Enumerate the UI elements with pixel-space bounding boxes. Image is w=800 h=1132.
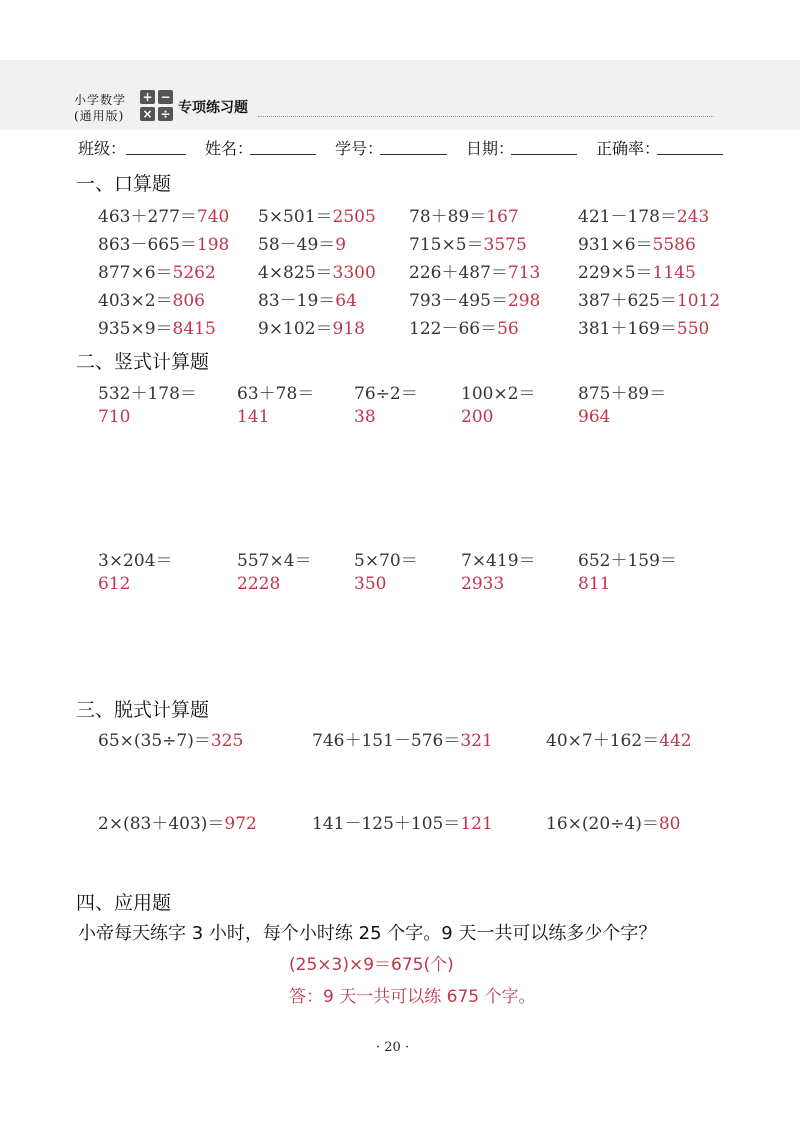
vertical-answer: 612 — [98, 574, 131, 594]
mental-item — [409, 258, 540, 283]
question-text: 40×7＋162＝ — [546, 731, 660, 751]
question-text: 229×5＝ — [578, 263, 653, 283]
accuracy-label: 正确率： — [596, 139, 661, 158]
vertical-question: 557×4＝ — [237, 551, 312, 571]
answer-text: 198 — [196, 235, 230, 255]
question-text: 931×6＝ — [578, 235, 653, 255]
answer-text: 321 — [460, 731, 493, 751]
vertical-answer: 200 — [461, 407, 494, 427]
id-label: 学号： — [335, 139, 384, 158]
plus-icon: + — [140, 90, 155, 104]
answer-text: 740 — [196, 207, 230, 227]
answer-text: 713 — [507, 263, 541, 283]
vertical-answer: 710 — [98, 407, 131, 427]
answer-text: 56 — [497, 319, 519, 339]
mental-item — [578, 258, 696, 283]
question-text: 83－19＝ — [258, 291, 336, 311]
question-text: 463＋277＝ — [98, 207, 197, 227]
question-text: 715×5＝ — [409, 235, 484, 255]
minus-icon: − — [158, 90, 173, 104]
question-text: 935×9＝ — [98, 319, 173, 339]
accuracy-blank[interactable] — [657, 154, 723, 155]
date-label: 日期： — [466, 139, 515, 158]
answer-text: 5262 — [172, 263, 216, 283]
mental-item — [258, 314, 365, 339]
vertical-answer: 38 — [354, 407, 376, 427]
times-icon: × — [140, 107, 155, 121]
mental-item — [578, 230, 696, 255]
question-text: 9×102＝ — [258, 319, 333, 339]
vertical-answer: 964 — [578, 407, 611, 427]
mental-item — [98, 258, 216, 283]
answer-text: 9 — [335, 235, 347, 255]
question-text: 2×(83＋403)＝ — [98, 814, 225, 834]
question-text: 65×(35÷7)＝ — [98, 731, 211, 751]
answer-text: 1012 — [676, 291, 721, 311]
stepwise-item — [312, 726, 493, 751]
header-divider — [258, 116, 714, 117]
mental-item — [98, 286, 205, 311]
answer-text: 3575 — [483, 235, 527, 255]
question-text: 141－125＋105＝ — [312, 814, 461, 834]
answer-text: 121 — [460, 814, 493, 834]
vertical-answer: 2228 — [237, 574, 281, 594]
question-text: 403×2＝ — [98, 291, 173, 311]
mental-item — [98, 202, 229, 227]
operator-logo — [140, 90, 174, 122]
mental-item — [409, 202, 519, 227]
question-text: 5×501＝ — [258, 207, 333, 227]
answer-text: 1145 — [652, 263, 696, 283]
mental-item — [578, 202, 709, 227]
vertical-question: 5×70＝ — [354, 551, 418, 571]
mental-item — [258, 258, 376, 283]
section-title-vertical: 二、竖式计算题 — [76, 351, 210, 373]
question-text: 746＋151－576＝ — [312, 731, 461, 751]
question-text: 78＋89＝ — [409, 207, 487, 227]
answer-text: 3300 — [332, 263, 376, 283]
question-text: 863－665＝ — [98, 235, 197, 255]
answer-text: 2505 — [332, 207, 376, 227]
mental-item — [409, 314, 519, 339]
answer-text: 325 — [210, 731, 244, 751]
vertical-question: 76÷2＝ — [354, 384, 418, 404]
answer-text: 806 — [172, 291, 205, 311]
mental-item — [258, 286, 357, 311]
brand-line1: 小学数学 — [74, 93, 127, 107]
vertical-question: 532＋178＝ — [98, 384, 197, 404]
header-title: 专项练习题 — [178, 100, 248, 116]
section-title-stepwise: 三、脱式计算题 — [76, 699, 210, 721]
question-text: 226＋487＝ — [409, 263, 508, 283]
page-number: · 20 · — [376, 1040, 410, 1055]
vertical-question: 652＋159＝ — [578, 551, 677, 571]
answer-text: 972 — [224, 814, 257, 834]
id-blank[interactable] — [380, 154, 447, 155]
answer-text: 5586 — [652, 235, 696, 255]
stepwise-item — [546, 726, 692, 751]
mental-item — [98, 314, 216, 339]
vertical-question: 7×419＝ — [461, 551, 536, 571]
question-text: 122－66＝ — [409, 319, 498, 339]
mental-item — [578, 314, 709, 339]
section-title-word: 四、应用题 — [76, 892, 172, 914]
stepwise-item — [98, 726, 243, 751]
word-problem-answer: 答：9 天一共可以练 675 个字。 — [289, 987, 536, 1007]
class-label: 班级： — [78, 139, 127, 158]
answer-text: 442 — [659, 731, 692, 751]
mental-item — [98, 230, 229, 255]
mental-item — [578, 286, 720, 311]
answer-text: 243 — [676, 207, 710, 227]
question-text: 793－495＝ — [409, 291, 508, 311]
question-text: 4×825＝ — [258, 263, 333, 283]
question-text: 58－49＝ — [258, 235, 336, 255]
mental-item — [258, 202, 376, 227]
answer-text: 80 — [658, 814, 681, 834]
question-text: 381＋169＝ — [578, 319, 677, 339]
name-blank[interactable] — [250, 154, 316, 155]
question-text: 877×6＝ — [98, 263, 173, 283]
vertical-answer: 2933 — [461, 574, 505, 594]
brand-line2: (通用版) — [74, 109, 125, 123]
vertical-question: 63＋78＝ — [237, 384, 315, 404]
question-text: 421－178＝ — [578, 207, 677, 227]
answer-text: 64 — [335, 291, 357, 311]
word-problem-question: 小帝每天练字 3 小时，每个小时练 25 个字。9 天一共可以练多少个字？ — [78, 923, 657, 944]
section-title-mental: 一、口算题 — [76, 173, 172, 195]
vertical-answer: 350 — [354, 574, 387, 594]
class-blank[interactable] — [126, 154, 186, 155]
date-blank[interactable] — [511, 154, 577, 155]
answer-text: 550 — [676, 319, 710, 339]
stepwise-item — [312, 809, 493, 834]
answer-text: 298 — [507, 291, 541, 311]
mental-item — [409, 230, 527, 255]
answer-text: 918 — [332, 319, 365, 339]
mental-item — [409, 286, 540, 311]
mental-item — [258, 230, 346, 255]
answer-text: 167 — [486, 207, 519, 227]
vertical-question: 3×204＝ — [98, 551, 173, 571]
word-problem-work: (25×3)×9＝675(个) — [289, 955, 454, 975]
question-text: 16×(20÷4)＝ — [546, 814, 659, 834]
vertical-question: 100×2＝ — [461, 384, 536, 404]
vertical-answer: 141 — [237, 407, 270, 427]
divide-icon: ÷ — [158, 107, 173, 121]
name-label: 姓名： — [205, 139, 254, 158]
stepwise-item — [98, 809, 257, 834]
question-text: 387＋625＝ — [578, 291, 677, 311]
stepwise-item — [546, 809, 680, 834]
vertical-answer: 811 — [578, 574, 611, 594]
answer-text: 8415 — [172, 319, 216, 339]
vertical-question: 875＋89＝ — [578, 384, 667, 404]
